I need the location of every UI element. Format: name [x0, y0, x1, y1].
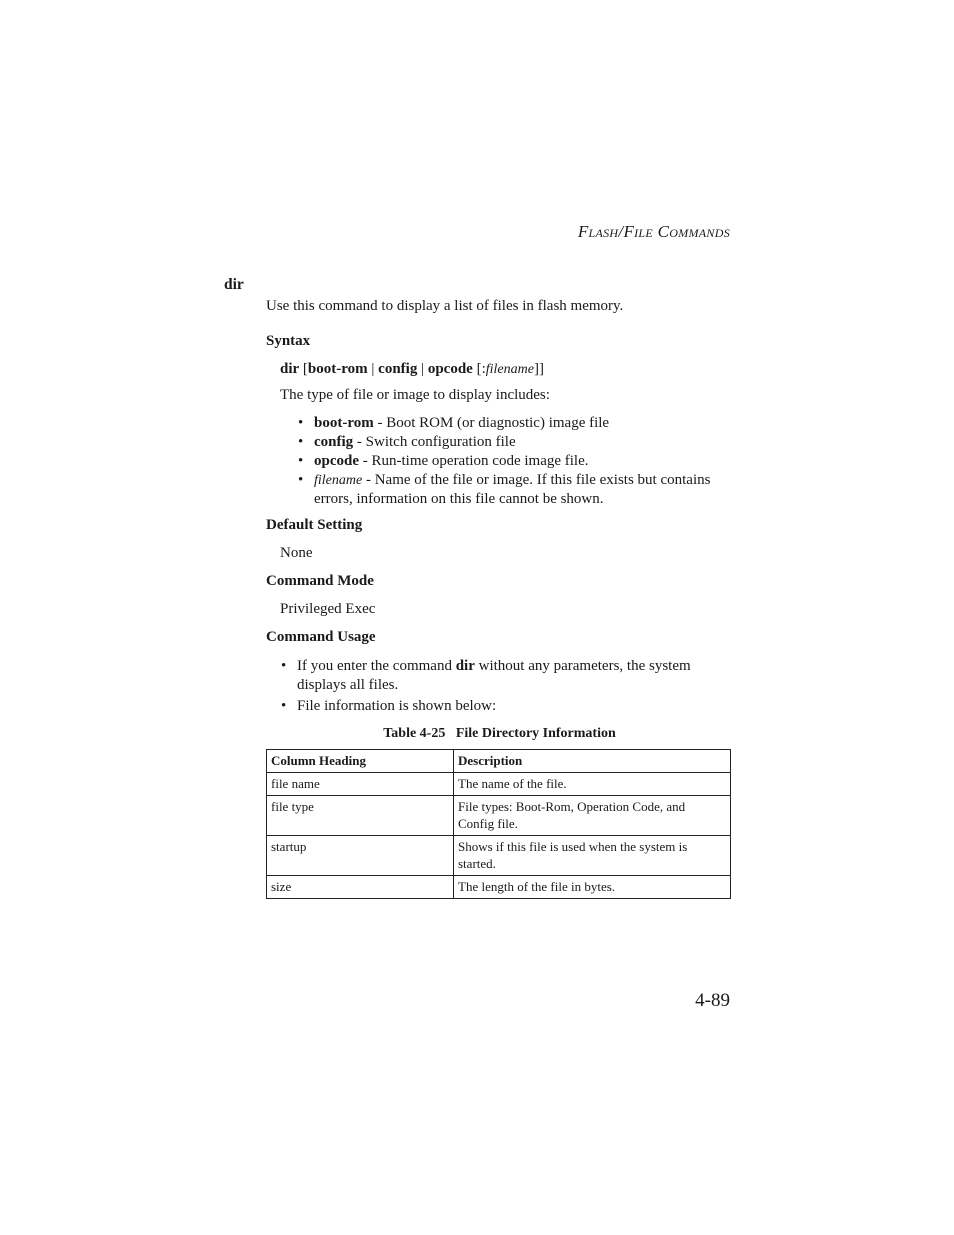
table-cell: file type	[267, 796, 454, 836]
table-row	[267, 876, 731, 899]
list-item: • filename - Name of the file or image. If this file exists but contains errors, information on this file cannot be shown.	[298, 472, 711, 507]
list-item: • File information is shown below:	[281, 698, 497, 714]
command-name: dir	[224, 276, 244, 293]
table-row	[267, 773, 731, 796]
syntax-line: dir [boot-rom | config | opcode [:filename]]	[280, 361, 544, 377]
table-header-row	[267, 750, 731, 773]
page-number: 4-89	[695, 990, 730, 1011]
syntax-heading: Syntax	[266, 333, 311, 349]
table-cell: file name	[267, 773, 454, 796]
list-item: • If you enter the command dir without any parameters, the system displays all files.	[281, 658, 691, 693]
table-cell: size	[267, 876, 454, 899]
table-cell: The name of the file.	[454, 773, 731, 796]
table-cell: Shows if this file is used when the system is started.	[454, 836, 731, 876]
usage-list	[281, 657, 691, 716]
table-header-cell: Description	[454, 750, 731, 773]
command-usage-heading: Command Usage	[266, 629, 376, 645]
list-item: • config - Switch configuration file	[298, 434, 516, 450]
table-cell: File types: Boot-Rom, Operation Code, and Config file.	[454, 796, 731, 836]
file-directory-table	[266, 749, 731, 899]
table-cell: The length of the file in bytes.	[454, 876, 731, 899]
list-item: • opcode - Run-time operation code image file.	[298, 453, 589, 469]
command-description: Use this command to display a list of files in flash memory.	[266, 298, 624, 314]
running-header: FLASH/FILE COMMANDS	[577, 222, 730, 241]
table-row	[267, 796, 731, 836]
table-header-cell: Column Heading	[267, 750, 454, 773]
list-item: • boot-rom - Boot ROM (or diagnostic) image file	[298, 415, 610, 431]
table-row	[267, 836, 731, 876]
syntax-description: The type of file or image to display includes:	[280, 387, 550, 403]
command-mode-heading: Command Mode	[266, 573, 374, 589]
table-caption: Table 4-25 File Directory Information	[383, 726, 616, 741]
command-mode-value: Privileged Exec	[280, 601, 376, 617]
syntax-option-list	[298, 414, 711, 509]
default-setting-value: None	[280, 545, 313, 561]
table-cell: startup	[267, 836, 454, 876]
default-setting-heading: Default Setting	[266, 517, 363, 533]
